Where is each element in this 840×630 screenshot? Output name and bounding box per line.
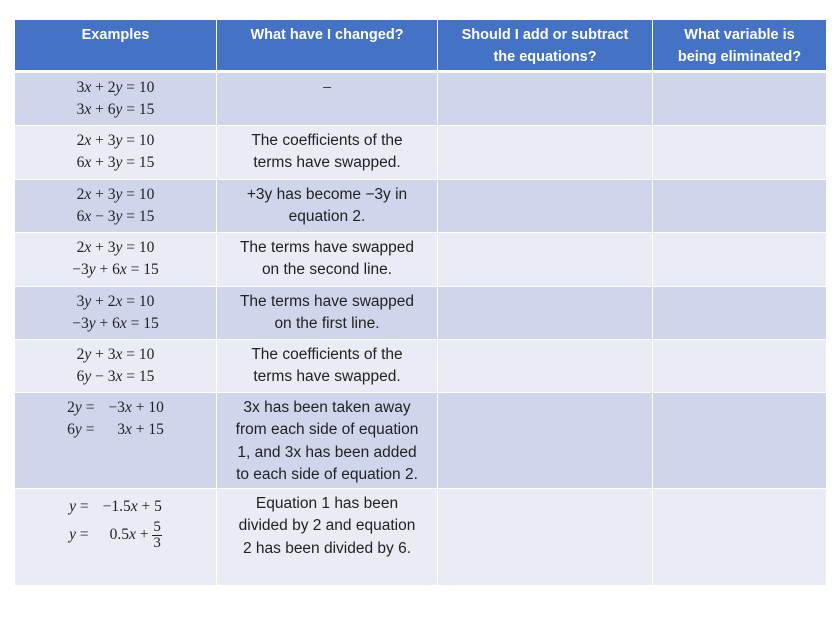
change-cell bbox=[217, 488, 438, 585]
change-text: 3x has been taken away bbox=[243, 398, 411, 416]
header-text: Examples bbox=[81, 27, 150, 43]
table-row bbox=[15, 286, 827, 339]
equation-2: 6y − 3x = 15 bbox=[76, 368, 155, 385]
change-cell bbox=[217, 339, 438, 392]
equation-1-rhs: −1.5x + 5 bbox=[102, 497, 162, 515]
change-cell bbox=[217, 179, 438, 232]
change-text: The terms have swapped bbox=[239, 238, 415, 256]
equation-1: 3y + 2x = 10 bbox=[76, 292, 155, 310]
add-or-subtract-cell[interactable] bbox=[438, 392, 653, 488]
change-cell bbox=[217, 125, 438, 179]
change-text: terms have swapped. bbox=[253, 368, 401, 385]
examples-cell bbox=[15, 125, 217, 179]
change-text: The terms have swapped bbox=[239, 292, 415, 310]
equation-2: 3x + 6y = 15 bbox=[76, 101, 155, 118]
change-cell bbox=[217, 392, 438, 488]
variable-eliminated-cell[interactable] bbox=[653, 232, 827, 286]
change-cell bbox=[217, 232, 438, 286]
equation-2: 6x − 3y = 15 bbox=[76, 208, 155, 225]
variable-eliminated-cell[interactable] bbox=[653, 179, 827, 232]
aligned-equations bbox=[69, 496, 162, 552]
change-text: terms have swapped. bbox=[253, 154, 401, 171]
variable-eliminated-cell[interactable] bbox=[653, 488, 827, 585]
add-or-subtract-cell[interactable] bbox=[438, 286, 653, 339]
add-or-subtract-cell[interactable] bbox=[438, 125, 653, 179]
equation-1: 2x + 3y = 10 bbox=[76, 238, 155, 256]
header-text: Should I add or subtract bbox=[461, 27, 629, 43]
table-row bbox=[15, 179, 827, 232]
change-text: to each side of equation 2. bbox=[236, 466, 418, 483]
equation-1: 2x + 3y = 10 bbox=[76, 131, 155, 149]
table-row bbox=[15, 125, 827, 179]
variable-eliminated-cell[interactable] bbox=[653, 392, 827, 488]
equation-1-lhs: 2y = bbox=[67, 398, 95, 416]
change-text: 1, and 3x has been added bbox=[237, 443, 417, 461]
equation-2: −3y + 6x = 15 bbox=[72, 261, 159, 278]
equation-2: −3y + 6x = 15 bbox=[72, 315, 159, 332]
change-text: 2 has been divided by 6. bbox=[242, 539, 412, 557]
fraction-numerator: 5 bbox=[153, 519, 161, 535]
equation-2-rhs bbox=[103, 520, 162, 551]
add-or-subtract-cell[interactable] bbox=[438, 339, 653, 392]
change-cell bbox=[217, 71, 438, 125]
equation-2-rhs-term: 0.5x + bbox=[109, 526, 153, 544]
elimination-worksheet-table bbox=[14, 20, 827, 586]
examples-cell bbox=[15, 286, 217, 339]
add-or-subtract-cell[interactable] bbox=[438, 179, 653, 232]
header-row bbox=[15, 20, 827, 71]
add-or-subtract-cell[interactable] bbox=[438, 71, 653, 125]
equation-2-rhs: 3x + 15 bbox=[117, 421, 164, 438]
examples-cell bbox=[15, 71, 217, 125]
change-text: on the first line. bbox=[274, 315, 380, 332]
add-or-subtract-cell[interactable] bbox=[438, 488, 653, 585]
header-variable-eliminated bbox=[653, 20, 827, 71]
add-or-subtract-cell[interactable] bbox=[438, 232, 653, 286]
table-row bbox=[15, 392, 827, 488]
change-text: divided by 2 and equation bbox=[238, 517, 416, 534]
change-text: − bbox=[322, 77, 332, 97]
header-examples bbox=[15, 20, 217, 71]
change-text: on the second line. bbox=[261, 261, 393, 278]
variable-eliminated-cell[interactable] bbox=[653, 286, 827, 339]
equation-1: 2x + 3y = 10 bbox=[76, 185, 155, 203]
variable-eliminated-cell[interactable] bbox=[653, 71, 827, 125]
examples-cell bbox=[15, 488, 217, 585]
header-text: What have I changed? bbox=[250, 27, 404, 43]
header-add-or-subtract bbox=[438, 20, 653, 71]
fraction bbox=[152, 520, 162, 551]
examples-cell bbox=[15, 179, 217, 232]
examples-cell bbox=[15, 392, 217, 488]
header-text: What variable is bbox=[684, 27, 795, 43]
header-text: being eliminated? bbox=[677, 49, 802, 65]
header-what-changed bbox=[217, 20, 438, 71]
header-text: the equations? bbox=[493, 49, 597, 65]
variable-eliminated-cell[interactable] bbox=[653, 125, 827, 179]
change-text: Equation 1 has been bbox=[255, 494, 399, 512]
examples-cell bbox=[15, 232, 217, 286]
equation-1: 3x + 2y = 10 bbox=[76, 78, 155, 96]
change-text: from each side of equation bbox=[235, 421, 419, 438]
change-text: equation 2. bbox=[288, 208, 366, 225]
equation-2-lhs: y = bbox=[69, 526, 89, 544]
table-row bbox=[15, 232, 827, 286]
aligned-equations bbox=[67, 397, 164, 442]
change-cell bbox=[217, 286, 438, 339]
equation-1-rhs: −3x + 10 bbox=[108, 398, 164, 416]
equation-2: 6x + 3y = 15 bbox=[76, 154, 155, 171]
equation-2-lhs: 6y = bbox=[67, 421, 95, 438]
table-row bbox=[15, 339, 827, 392]
change-text: +3y has become −3y in bbox=[246, 185, 408, 203]
equation-1-lhs: y = bbox=[69, 497, 89, 515]
change-text: The coefficients of the bbox=[251, 131, 403, 149]
fraction-denominator: 3 bbox=[153, 535, 161, 551]
table-row bbox=[15, 71, 827, 125]
examples-cell bbox=[15, 339, 217, 392]
equation-1: 2y + 3x = 10 bbox=[76, 345, 155, 363]
variable-eliminated-cell[interactable] bbox=[653, 339, 827, 392]
change-text: The coefficients of the bbox=[251, 345, 403, 363]
table-row bbox=[15, 488, 827, 585]
